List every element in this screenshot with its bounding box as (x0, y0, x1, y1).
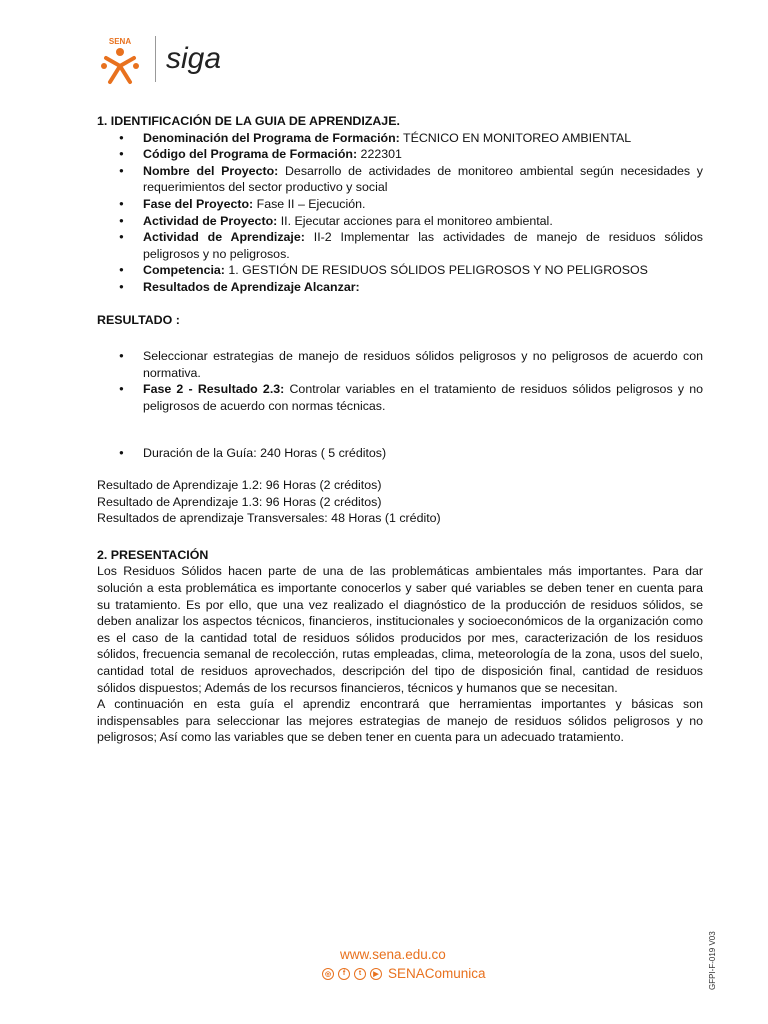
list-item: ● Código del Programa de Formación: 222301 (97, 146, 703, 163)
list-item: ● Denominación del Programa de Formación: TÉCNICO EN MONITOREO AMBIENTAL (97, 130, 703, 147)
list-item: ● Seleccionar estrategias de manejo de residuos sólidos peligrosos y no peligrosos de acuerdo con normativa. (97, 348, 703, 381)
sena-logo (96, 36, 144, 86)
identification-list (97, 130, 703, 296)
list-item: ● Actividad de Aprendizaje: II-2 Implementar las actividades de manejo de residuos sólidos peligrosos y no peligrosos. (97, 229, 703, 262)
facebook-icon[interactable]: f (338, 968, 350, 980)
document-body (97, 113, 703, 746)
section2-title: 2. PRESENTACIÓN (97, 547, 209, 562)
sena-logo-text: SENA (108, 37, 132, 46)
footer-handle: SENAComunica (388, 966, 486, 981)
document-code: GFPI-F-019 V03 (708, 931, 717, 990)
siga-logo-text: siga (166, 42, 222, 75)
duracion-item: ● Duración de la Guía: 240 Horas ( 5 créditos) (97, 445, 703, 462)
twitter-icon[interactable]: t (354, 968, 366, 980)
resultado-title: RESULTADO : (97, 312, 180, 327)
resultado-line: Resultado de Aprendizaje 1.2: 96 Horas (2 créditos) (97, 478, 382, 493)
logo-divider (155, 36, 156, 82)
instagram-icon[interactable]: ◎ (322, 968, 334, 980)
presentacion-paragraph-1: Los Residuos Sólidos hacen parte de una de las problemáticas ambientales más importantes. Para dar solución a esta problemática es importante conocerlos y saber qué variables se deben tener en cuenta para su tratamiento. Es por ello, que una vez realizado el diagnóstico de la producción de residuos sólidos, se deben analizar los aspectos técnicos, financieros, institucionales y socioeconómicos de la organización como es el caso de la cantidad total de residuos sólidos producidos por mes, caracterización de los residuos sólidos, frecuencia semanal de recolección, rutas empleadas, clima, meteorología de la zona, usos del suelo, cantidad total de residuos aprovechados, descripción del tipo de disposición final, cantidad de residuos sólidos dispuestos; Además de los recursos financieros, técnicos y humanos que se necesitan. (97, 564, 703, 695)
list-item: ● Resultados de Aprendizaje Alcanzar: (97, 279, 703, 296)
list-item: ● Nombre del Proyecto: Desarrollo de actividades de monitoreo ambiental según necesidades y requerimientos del sector productivo y social (97, 163, 703, 196)
list-item: ● Fase del Proyecto: Fase II – Ejecución. (97, 196, 703, 213)
list-item: ● Fase 2 - Resultado 2.3: Controlar variables en el tratamiento de residuos sólidos peligrosos y no peligrosos de acuerdo con normas técnicas. (97, 381, 703, 414)
list-item: ● Actividad de Proyecto: II. Ejecutar acciones para el monitoreo ambiental. (97, 213, 703, 230)
duracion-list (97, 445, 703, 462)
resultado-line: Resultados de aprendizaje Transversales: 48 Horas (1 crédito) (97, 511, 441, 526)
section1-title: 1. IDENTIFICACIÓN DE LA GUIA DE APRENDIZAJE. (97, 114, 400, 128)
list-item: ● Competencia: 1. GESTIÓN DE RESIDUOS SÓLIDOS PELIGROSOS Y NO PELIGROSOS (97, 262, 703, 279)
siga-logo (164, 36, 244, 82)
presentacion-paragraph-2: A continuación en esta guía el aprendiz encontrará que herramientas importantes y básicas son indispensables para seleccionar las mejores estrategias de manejo de residuos sólidos peligrosos y no peligrosos; Así como las variables que se deben tener en cuenta para un adecuado tratamiento. (97, 697, 703, 745)
footer-url[interactable]: www.sena.edu.co (340, 947, 446, 962)
youtube-icon[interactable]: ▶ (370, 968, 382, 980)
footer-social (322, 966, 486, 981)
resultado-list (97, 348, 703, 414)
resultado-line: Resultado de Aprendizaje 1.3: 96 Horas (2 créditos) (97, 494, 382, 509)
